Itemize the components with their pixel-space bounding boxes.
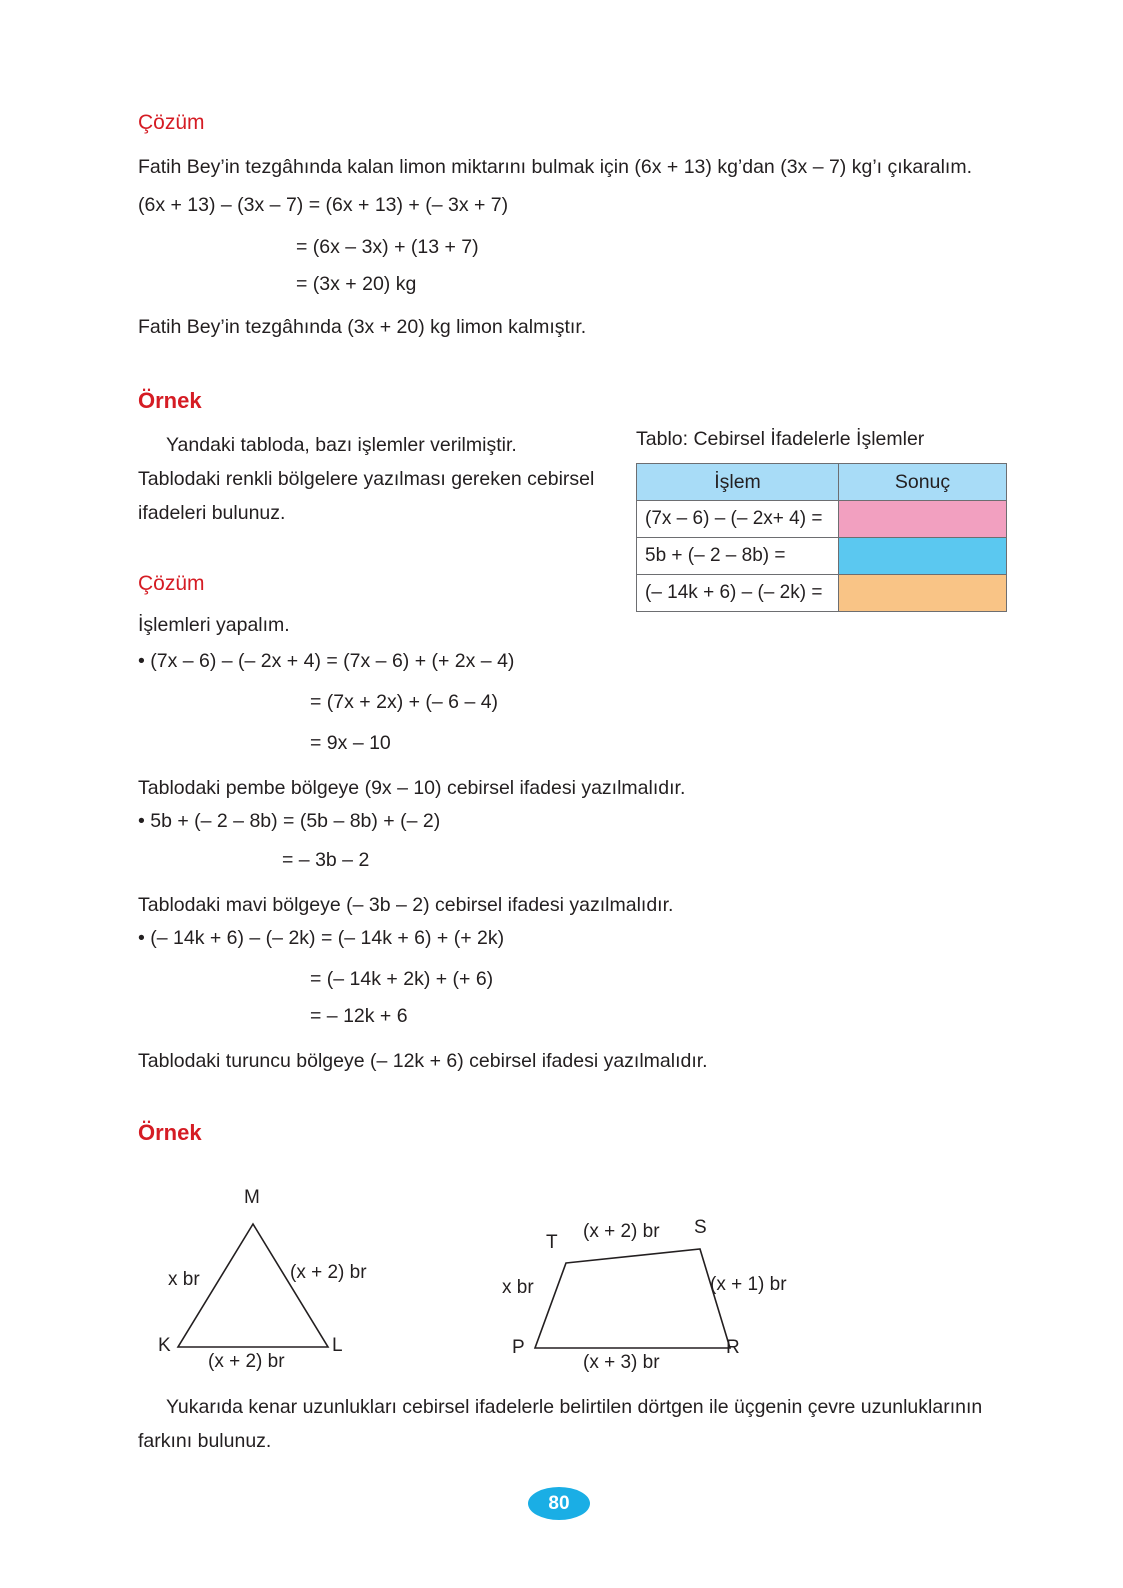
quad-vertex-p: P <box>512 1337 525 1358</box>
bullet-3-line-1: • (– 14k + 6) – (– 2k) = (– 14k + 6) + (+ 2k) <box>138 927 505 949</box>
triangle-figure <box>150 1185 420 1370</box>
example-prompt-text: Yandaki tabloda, bazı işlemler verilmiştir. Tablodaki renkli bölgelere yazılması gereken cebirsel ifadeleri bulunuz. <box>138 434 595 524</box>
table-cell-result-orange[interactable] <box>839 575 1007 612</box>
table-header-result: Sonuç <box>839 464 1007 501</box>
solution-heading-2: Çözüm <box>138 572 205 595</box>
solution-conclusion-text: Fatih Bey’in tezgâhında (3x + 20) kg limon kalmıştır. <box>138 316 587 338</box>
triangle-vertex-l: L <box>332 1335 343 1356</box>
bullet-2-line-2: = – 3b – 2 <box>282 849 370 871</box>
quad-top-side-label: (x + 2) br <box>583 1221 660 1242</box>
equation-1-line-3: = (3x + 20) kg <box>296 273 417 295</box>
bullet-1-line-2: = (7x + 2x) + (– 6 – 4) <box>310 691 499 713</box>
bullet-1-line-1: • (7x – 6) – (– 2x + 4) = (7x – 6) + (+ 2x – 4) <box>138 650 515 672</box>
triangle-vertex-k: K <box>158 1335 171 1356</box>
table-cell-operation-1: (7x – 6) – (– 2x+ 4) = <box>637 501 839 538</box>
table-header-operation: İşlem <box>637 464 839 501</box>
bullet-3-line-2: = (– 14k + 2k) + (+ 6) <box>310 968 494 990</box>
quad-left-side-label: x br <box>502 1277 534 1298</box>
bullet-3-note: Tablodaki turuncu bölgeye (– 12k + 6) cebirsel ifadesi yazılmalıdır. <box>138 1050 708 1072</box>
equation-1-line-1: (6x + 13) – (3x – 7) = (6x + 13) + (– 3x + 7) <box>138 194 509 216</box>
solution-heading-1: Çözüm <box>138 111 205 134</box>
table-row <box>637 501 1007 538</box>
quadrilateral-figure <box>498 1208 798 1373</box>
table-cell-operation-2: 5b + (– 2 – 8b) = <box>637 538 839 575</box>
bullet-1-note: Tablodaki pembe bölgeye (9x – 10) cebirsel ifadesi yazılmalıdır. <box>138 777 686 799</box>
table-cell-operation-3: (– 14k + 6) – (– 2k) = <box>637 575 839 612</box>
table-row <box>637 575 1007 612</box>
triangle-left-side-label: x br <box>168 1269 200 1290</box>
algebraic-operations-table <box>636 463 1007 612</box>
closing-question-text: Yukarıda kenar uzunlukları cebirsel ifadelerle belirtilen dörtgen ile üçgenin çevre uzunluklarının farkını bulunuz. <box>138 1396 983 1452</box>
bullet-1-line-3: = 9x – 10 <box>310 732 391 754</box>
table-cell-result-pink[interactable] <box>839 501 1007 538</box>
example-heading-2: Örnek <box>138 1120 202 1145</box>
page-number-badge: 80 <box>528 1487 590 1520</box>
bullet-3-line-3: = – 12k + 6 <box>310 1005 408 1027</box>
solution-lead-text: İşlemleri yapalım. <box>138 614 290 636</box>
quad-vertex-s: S <box>694 1217 707 1238</box>
quad-right-side-label: (x + 1) br <box>710 1274 787 1295</box>
bullet-2-note: Tablodaki mavi bölgeye (– 3b – 2) cebirsel ifadesi yazılmalıdır. <box>138 894 674 916</box>
triangle-vertex-m: M <box>244 1187 260 1208</box>
triangle-bottom-side-label: (x + 2) br <box>208 1351 285 1372</box>
bullet-2-line-1: • 5b + (– 2 – 8b) = (5b – 8b) + (– 2) <box>138 810 441 832</box>
solution-intro-text: Fatih Bey’in tezgâhında kalan limon miktarını bulmak için (6x + 13) kg’dan (3x – 7) kg’ı çıkaralım. <box>138 156 972 178</box>
quad-vertex-t: T <box>546 1232 558 1253</box>
equation-1-line-2: = (6x – 3x) + (13 + 7) <box>296 236 479 258</box>
table-cell-result-blue[interactable] <box>839 538 1007 575</box>
triangle-right-side-label: (x + 2) br <box>290 1262 367 1283</box>
table-row <box>637 538 1007 575</box>
example-heading-1: Örnek <box>138 388 202 413</box>
table-header-row <box>637 464 1007 501</box>
quad-vertex-r: R <box>726 1337 740 1358</box>
quad-bottom-side-label: (x + 3) br <box>583 1352 660 1373</box>
table-caption: Tablo: Cebirsel İfadelerle İşlemler <box>636 428 925 450</box>
